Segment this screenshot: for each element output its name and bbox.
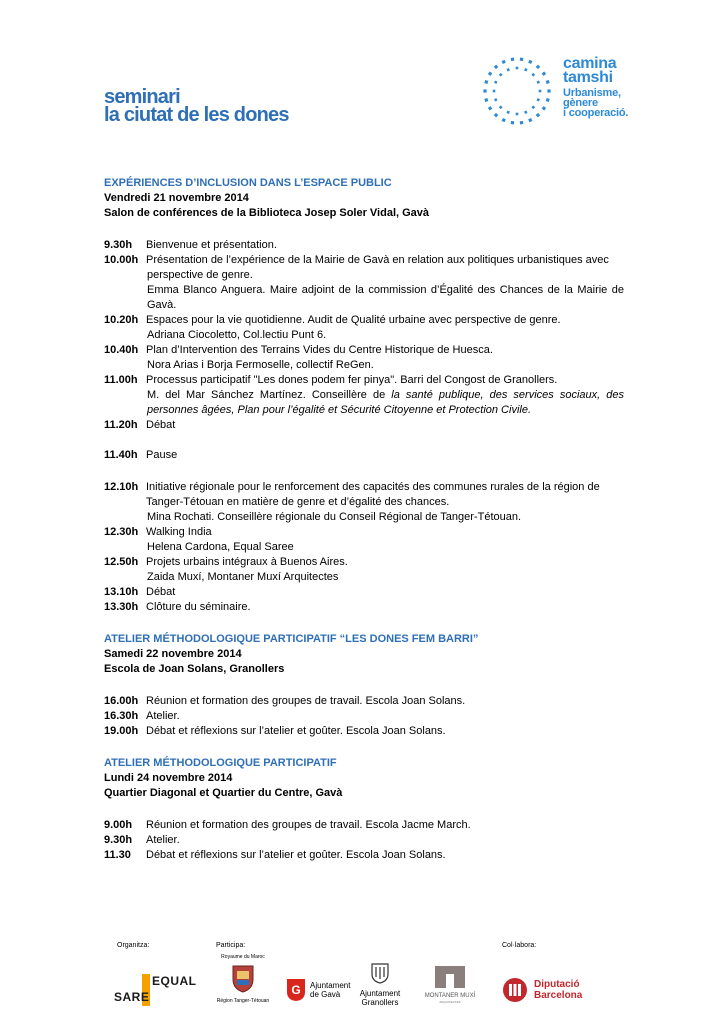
item-time: 11.20h <box>104 419 138 431</box>
item-text: Clôture du séminaire. <box>146 601 251 613</box>
section2-title: ATELIER MÉTHODOLOGIQUE PARTICIPATIF “LES DONES FEM BARRI” <box>104 633 479 645</box>
item-speaker <box>104 388 624 418</box>
seminar-title <box>104 88 289 124</box>
item-time: 10.20h <box>104 314 139 326</box>
logo-tagline-2: gènere <box>563 97 598 109</box>
granollers-text-2: Granollers <box>361 998 399 1007</box>
logo-tagline-3: i cooperació. <box>563 107 629 119</box>
program-item <box>104 343 624 358</box>
program-item <box>104 313 624 328</box>
montaner-muxi-mark-icon <box>435 966 465 988</box>
saree-word: SARE <box>114 990 150 1004</box>
item-time: 11.40h <box>104 449 138 461</box>
item-text: Atelier. <box>146 834 180 846</box>
granollers-shield-icon <box>370 962 390 984</box>
section2-place: Escola de Joan Solans, Granollers <box>104 663 285 675</box>
program-item <box>104 848 624 863</box>
item-time: 12.30h <box>104 526 139 538</box>
item-speaker-name: M. del Mar Sánchez Martínez. Conseillère de <box>147 389 386 401</box>
logo-word-tamshi: tamshi <box>563 69 613 86</box>
program-content <box>104 176 624 863</box>
section2-date: Samedi 22 novembre 2014 <box>104 648 242 660</box>
item-speaker: Emma Blanco Anguera. Maire adjoint de la commission d’Égalité des Chances de la Mairie de Gavà. <box>147 284 624 311</box>
item-text: Présentation de l’expérience de la Mairie de Gavà en relation aux politiques urbanistiques avec <box>146 254 609 266</box>
item-text: Espaces pour la vie quotidienne. Audit de Qualité urbaine avec perspective de genre. <box>146 314 561 326</box>
item-text-continued: perspective de genre. <box>147 269 253 281</box>
participa-label: Participa: <box>216 942 246 949</box>
logo-tagline-1: Urbanisme, <box>563 87 621 99</box>
diputacio-emblem-icon <box>502 977 528 1003</box>
diputacio-text-1: Diputació <box>534 979 580 990</box>
section1-place: Salon de conférences de la Biblioteca Josep Soler Vidal, Gavà <box>104 207 430 219</box>
royaume-text: Royaume du Maroc <box>221 954 265 960</box>
item-time: 19.00h <box>104 725 139 737</box>
seminar-title-line2: la ciutat de les dones <box>104 104 289 126</box>
gava-text-1: Ajuntament <box>310 981 351 990</box>
item-text: Bienvenue et présentation. <box>146 239 277 251</box>
diputacio-text-2: Barcelona <box>534 990 583 1001</box>
equal-word: EQUAL <box>152 974 197 988</box>
montaner-muxi-logo <box>424 966 476 1006</box>
program-item <box>104 818 624 833</box>
item-text: Réunion et formation des groupes de travail. Escola Jacme March. <box>146 819 471 831</box>
section3-place: Quartier Diagonal et Quartier du Centre, Gavà <box>104 787 343 799</box>
section3-date: Lundi 24 novembre 2014 <box>104 772 233 784</box>
item-text: Réunion et formation des groupes de travail. Escola Joan Solans. <box>146 695 466 707</box>
item-time: 9.00h <box>104 819 133 831</box>
section1-date: Vendredi 21 novembre 2014 <box>104 192 249 204</box>
item-time: 13.30h <box>104 601 139 613</box>
item-time: 10.00h <box>104 254 139 266</box>
ajuntament-gava-logo <box>284 976 354 1006</box>
program-item <box>104 694 624 709</box>
gava-text-2: de Gavà <box>310 990 341 999</box>
item-time: 13.10h <box>104 586 139 598</box>
svg-text:G: G <box>291 983 301 997</box>
item-speaker-role: la santé publique, des services sociaux, des personnes âgées, Plan pour l’égalité et Sécurité Citoyenne et Protection Civile. <box>147 389 624 416</box>
item-time: 9.30h <box>104 834 133 846</box>
item-text: Débat <box>146 586 176 598</box>
item-text: Processus participatif "Les dones podem fer pinya". Barri del Congost de Granollers. <box>146 374 558 386</box>
item-text: Projets urbains intégraux à Buenos Aires. <box>146 556 348 568</box>
item-speaker: Nora Arias i Borja Fermoselle, collectif ReGen. <box>147 359 374 371</box>
item-text: Initiative régionale pour le renforcement des capacités des communes rurales de la région de <box>146 481 600 493</box>
program-item <box>104 253 624 268</box>
item-time: 9.30h <box>104 239 133 251</box>
item-time: 16.30h <box>104 710 139 722</box>
program-item <box>104 373 624 388</box>
item-time: 11.30 <box>104 849 131 861</box>
program-item <box>104 480 624 495</box>
item-speaker: Adriana Ciocoletto, Col.lectiu Punt 6. <box>147 329 327 341</box>
program-item <box>104 418 624 433</box>
item-time: 12.50h <box>104 556 139 568</box>
program-item <box>104 600 624 615</box>
item-time: 16.00h <box>104 695 139 707</box>
region-text: Région Tanger-Tétouan <box>216 998 270 1004</box>
camina-tamshi-logo-text <box>563 57 628 118</box>
seminar-title-line1: seminari <box>104 86 180 108</box>
item-text-continued: Tanger-Tétouan en matière de genre et d’égalité des chances. <box>146 496 450 508</box>
section3-title: ATELIER MÉTHODOLOGIQUE PARTICIPATIF <box>104 757 337 769</box>
program-item <box>104 709 624 724</box>
equal-saree-logo <box>112 972 197 1008</box>
collabora-label: Col·labora: <box>502 942 537 949</box>
program-item <box>104 724 624 739</box>
gava-shield-icon <box>286 978 306 1002</box>
ajuntament-granollers-logo <box>357 962 403 1008</box>
region-tanger-logo <box>212 954 274 1012</box>
item-time: 10.40h <box>104 344 139 356</box>
item-text: Atelier. <box>146 710 180 722</box>
camina-tamshi-logo-icon <box>482 56 552 126</box>
item-text: Pause <box>146 449 178 461</box>
item-speaker: Helena Cardona, Equal Saree <box>147 541 294 553</box>
item-text: Débat et réflexions sur l’atelier et goûter. Escola Joan Solans. <box>146 849 446 861</box>
item-text: Débat et réflexions sur l’atelier et goûter. Escola Joan Solans. <box>146 725 446 737</box>
item-time: 12.10h <box>104 481 139 493</box>
organitza-label: Organitza: <box>117 942 150 949</box>
item-text: Walking India <box>146 526 212 538</box>
item-text: Débat <box>146 419 176 431</box>
item-time: 11.00h <box>104 374 138 386</box>
item-speaker: Zaida Muxí, Montaner Muxí Arquitectes <box>147 571 339 583</box>
diputacio-barcelona-logo <box>502 976 592 1006</box>
program-item <box>104 525 624 540</box>
montaner-subtext: ARQUITECTES <box>439 1000 461 1004</box>
granollers-text-1: Ajuntament <box>359 989 401 998</box>
program-item <box>104 448 624 463</box>
program-item <box>104 585 624 600</box>
logo-word-camina: camina <box>563 55 617 72</box>
montaner-text: MONTANER MUXÍ <box>424 993 476 999</box>
program-item <box>104 238 624 253</box>
item-speaker: Mina Rochati. Conseillère régionale du Conseil Régional de Tanger-Tétouan. <box>147 511 522 523</box>
coat-of-arms-icon <box>231 963 255 993</box>
item-text: Plan d’Intervention des Terrains Vides du Centre Historique de Huesca. <box>146 344 493 356</box>
program-item <box>104 833 624 848</box>
program-item <box>104 555 624 570</box>
section1-title: EXPÉRIENCES D’INCLUSION DANS L’ESPACE PUBLIC <box>104 177 392 189</box>
